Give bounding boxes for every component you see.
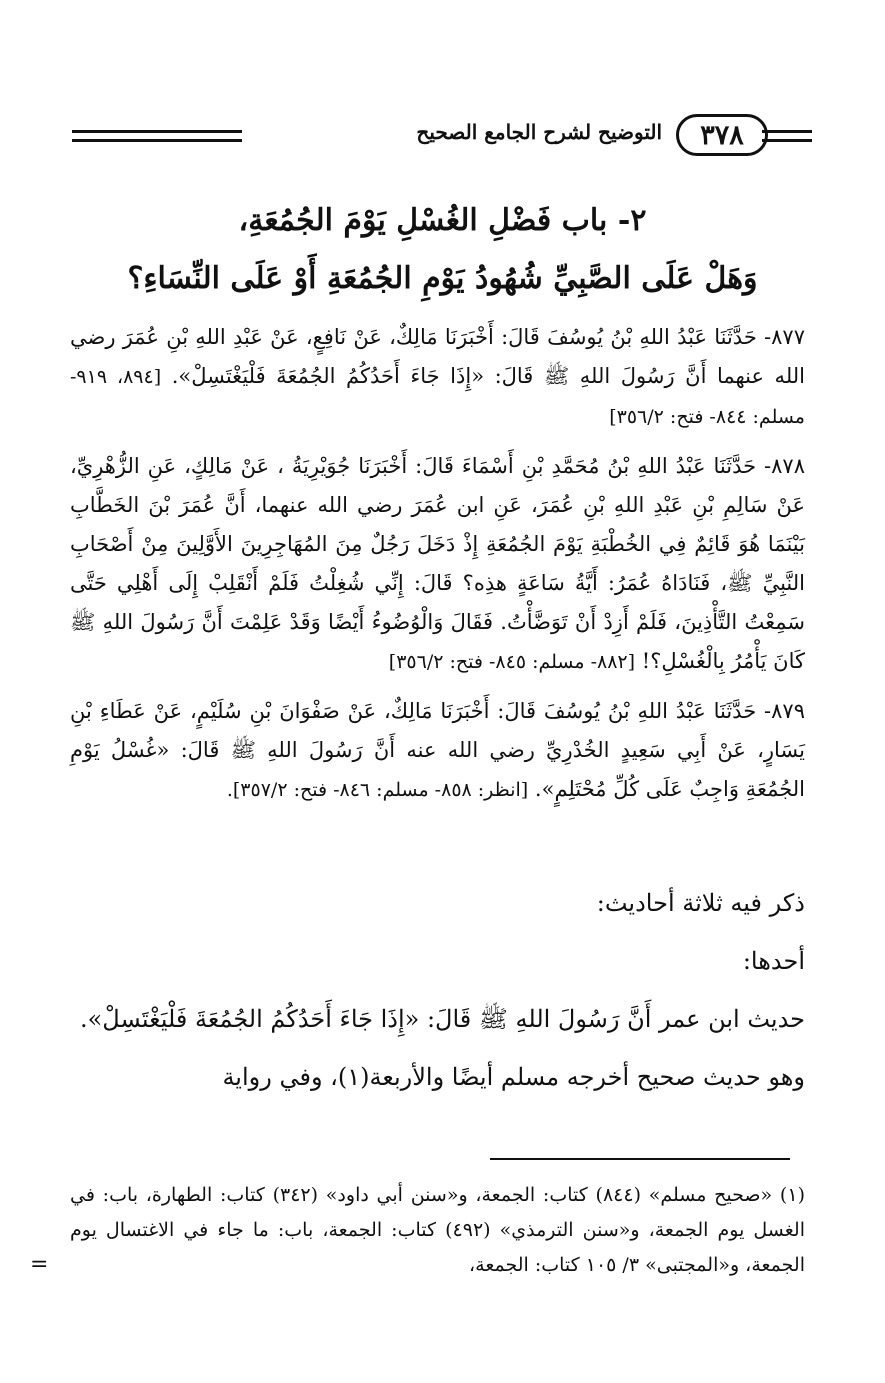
book-title: التوضيح لشرح الجامع الصحيح <box>416 120 662 144</box>
hadith-list <box>70 318 805 820</box>
commentary-hadith-quote: حديث ابن عمر أَنَّ رَسُولَ اللهِ ﷺ قَالَ: «إِذَا جَاءَ أَحَدُكُمُ الجُمُعَةَ فَلْيَغْتَسِلْ». <box>79 1005 805 1033</box>
chapter-heading-line-2: وَهَلْ عَلَى الصَّبِيِّ شُهُودُ يَوْمِ الجُمُعَةِ أَوْ عَلَى النِّسَاءِ؟ <box>127 261 758 296</box>
hadith-878 <box>70 447 805 682</box>
footnote-continuation-mark: = <box>30 1252 49 1277</box>
header-rule-left <box>72 130 242 142</box>
hadith-reference: [انظر: ٨٥٨- مسلم: ٨٤٦- فتح: ٣٥٧/٢]. <box>226 779 529 801</box>
chapter-heading-line-1: ٢- باب فَضْلِ الغُسْلِ يَوْمَ الجُمُعَةِ، <box>238 203 647 238</box>
hadith-879 <box>70 692 805 810</box>
chapter-heading <box>40 192 845 308</box>
commentary-first-label: أحدها: <box>742 947 805 975</box>
hadith-877 <box>70 318 805 437</box>
footnote: (١) «صحيح مسلم» (٨٤٤) كتاب: الجمعة، و«سنن أبي داود» (٣٤٢) كتاب: الطهارة، باب: في الغسل يوم الجمعة، و«سنن الترمذي» (٤٩٢) كتاب: الجمعة، باب: ما جاء في الاغتسال يوم الجمعة، و«المجتبى» ٣/ ١٠٥ كتاب: الجمعة، <box>70 1184 805 1276</box>
hadith-text: ٨٧٨- حَدَّثَنَا عَبْدُ اللهِ بْنُ مُحَمَّدِ بْنِ أَسْمَاءَ قَالَ: أَخْبَرَنَا جُوَيْرِيَةُ ، عَنْ مَالِكٍ، عَنِ الزُّهْرِيِّ، عَنْ سَالِمِ بْنِ عَبْدِ اللهِ بْنِ عُمَرَ، عَنِ ابن عُمَرَ رضي الله عنهما، أَنَّ عُمَرَ بْنَ الخَطَّابِ بَيْنَمَا هُوَ قَائِمٌ فِي الخُطْبَةِ يَوْمَ الجُمُعَةِ إِذْ دَخَلَ رَجُلٌ مِنَ المُهَاجِرِينَ الأَوَّلِينَ مِنْ أَصْحَابِ النَّبِيِّ ﷺ، فَنَادَاهُ عُمَرُ: أَيَّةُ سَاعَةٍ هذِه؟ قَالَ: إِنِّي شُغِلْتُ فَلَمْ أَنْقَلِبْ إِلَى أَهْلِي حَتَّى سَمِعْتُ التَّأْذِينَ، فَلَمْ أَزِدْ أَنْ تَوَضَّأْتُ. فَقَالَ وَالْوُضُوءُ أَيْضًا وَقَدْ عَلِمْتَ أَنَّ رَسُولَ اللهِ ﷺ كَانَ يَأْمُرُ بِالْغُسْلِ؟! <box>70 454 805 673</box>
footnote-separator <box>490 1158 790 1160</box>
running-header <box>72 114 812 160</box>
hadith-text: ٨٧٩- حَدَّثَنَا عَبْدُ اللهِ بْنُ يُوسُفَ قَالَ: أَخْبَرَنَا مَالِكٌ، عَنْ صَفْوَانَ بْنِ سُلَيْمٍ، عَنْ عَطَاءِ بْنِ يَسَارٍ، عَنْ أَبِي سَعِيدٍ الخُدْرِيِّ رضي الله عنه أَنَّ رَسُولَ اللهِ ﷺ قَالَ: «غُسْلُ يَوْمِ الجُمُعَةِ وَاجِبٌ عَلَى كُلِّ مُحْتَلِمٍ». <box>70 699 805 801</box>
page-number: ٣٧٨ <box>676 114 768 156</box>
hadith-text: ٨٧٧- حَدَّثَنَا عَبْدُ اللهِ بْنُ يُوسُفَ قَالَ: أَخْبَرَنَا مَالِكٌ، عَنْ نَافِعٍ، عَنْ عَبْدِ اللهِ بْنِ عُمَرَ رضي الله عنهما أَنَّ رَسُولَ اللهِ ﷺ قَالَ: «إِذَا جَاءَ أَحَدُكُمُ الجُمُعَةَ فَلْيَغْتَسِلْ». <box>70 325 806 388</box>
commentary <box>70 878 805 1110</box>
header-rule-right <box>762 130 812 142</box>
commentary-paragraph: وهو حديث صحيح أخرجه مسلم أيضًا والأربعة(١)، وفي رواية <box>222 1063 805 1091</box>
commentary-intro: ذكر فيه ثلاثة أحاديث: <box>596 889 805 917</box>
hadith-reference: [٨٩٤، ٩١٩- مسلم: ٨٤٤- فتح: ٣٥٦/٢] <box>70 366 805 428</box>
hadith-reference: [٨٨٢- مسلم: ٨٤٥- فتح: ٣٥٦/٢] <box>388 651 636 673</box>
